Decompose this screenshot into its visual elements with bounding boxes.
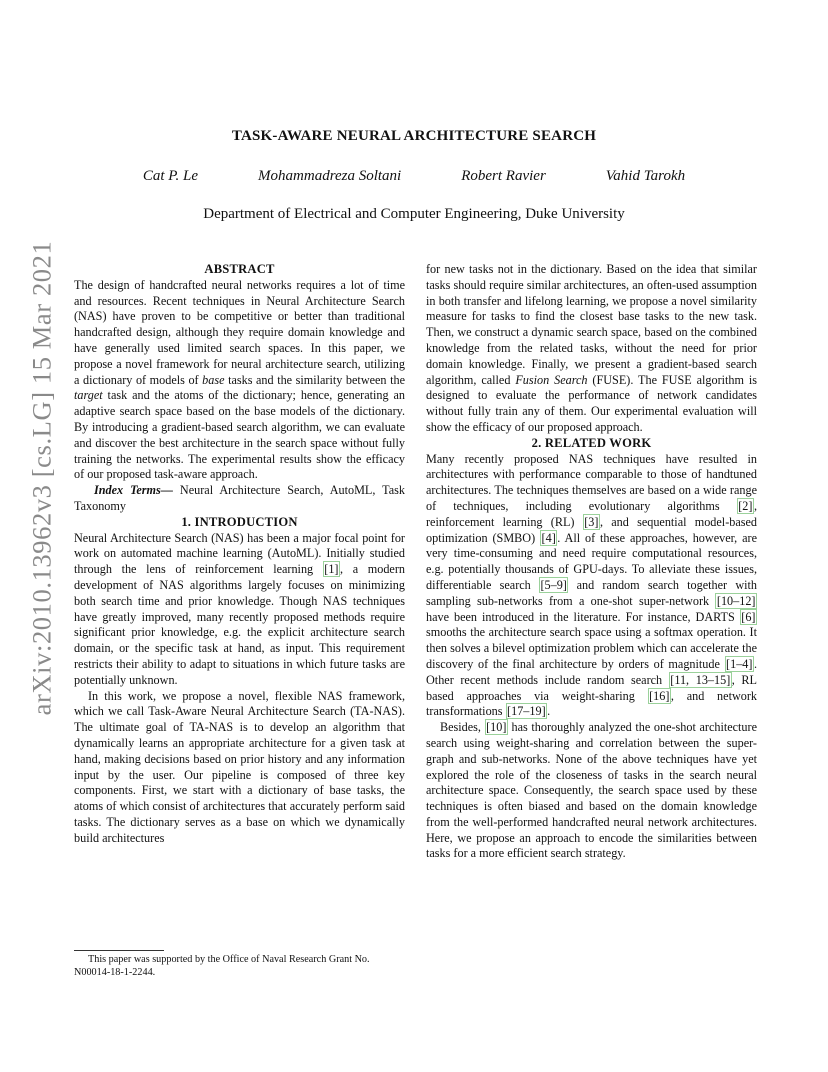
author-name: Mohammadreza Soltani xyxy=(258,168,402,184)
citation-link[interactable]: [10] xyxy=(486,720,507,735)
citation-link[interactable]: [17–19] xyxy=(507,704,546,719)
abstract-text: The design of handcrafted neural networks requires a lot of time and resources. Recent techniques in Neural Architecture Search (NAS) have proven to be competitive or better than traditional handcrafted design, although they require domain knowledge and have generally used limited search spaces. In this paper, we propose a novel framework for neural architecture search, utilizing a dictionary of models of base tasks and the similarity between the target task and the atoms of the dictionary; hence, generating an adaptive search space based on the base models of the dictionary. By introducing a gradient-based search algorithm, we can evaluate and discover the best architecture in the search space without fully training the networks. The experimental results show the efficacy of our proposed task-aware approach. xyxy=(74,277,405,482)
right-column xyxy=(426,262,757,862)
index-terms: Index Terms— Neural Architecture Search, AutoML, Task Taxonomy xyxy=(74,483,405,513)
index-terms-label: Index Terms— xyxy=(94,483,173,498)
citation-link[interactable]: [3] xyxy=(584,514,599,529)
citation-link[interactable]: [5–9] xyxy=(540,577,567,592)
citation-link[interactable]: [1] xyxy=(324,562,339,577)
footnote-text: This paper was supported by the Office of Naval Research Grant No. N00014-18-1-2244. xyxy=(74,954,370,978)
citation-link[interactable]: [11, 13–15] xyxy=(670,672,731,687)
citation-link[interactable]: [4] xyxy=(541,530,556,545)
abstract-heading: ABSTRACT xyxy=(204,262,275,276)
footnote-divider xyxy=(74,950,164,951)
related-paragraph-2: Besides, [10] has thoroughly analyzed the one-shot architecture search using weight-sharing and correlation between the super-graph and sub-networks. None of the above techniques have yet explored the role of the closeness of tasks in the search neural architecture space. Consequently, the search space used by these techniques is often biased and based on the domain knowledge from the well-performed handcrafted neural network architectures. Here, we propose an approach to encode the similarities between tasks for a more efficient search strategy. xyxy=(426,720,757,861)
introduction-heading: 1. INTRODUCTION xyxy=(181,514,298,529)
citation-link[interactable]: [6] xyxy=(741,609,756,624)
citation-link[interactable]: [1–4] xyxy=(726,656,753,671)
arxiv-identifier: arXiv:2010.13962v3 [cs.LG] 15 Mar 2021 xyxy=(26,240,57,716)
paper-title: TASK-AWARE NEURAL ARCHITECTURE SEARCH xyxy=(231,128,597,144)
intro-paragraph-1: Neural Architecture Search (NAS) has been a major focal point for work on automated machine learning (AutoML). Initially studied through the lens of reinforcement learning [1] , a modern development of NAS algorithms largely focuses on minimizing both search time and prior knowledge. Though NAS techniques have greatly improved, many recently proposed methods require significant prior knowledge, e.g. the explicit architecture search domain, or the specific task at hand, as input. This requirement restricts their ability to adapt to situations in which future tasks are potentially unknown. xyxy=(74,530,405,687)
author-list xyxy=(0,168,828,185)
left-column xyxy=(74,262,405,846)
citation-link[interactable]: [2] xyxy=(738,498,753,513)
citation-link[interactable]: [16] xyxy=(649,688,670,703)
author-name: Robert Ravier xyxy=(461,168,546,184)
related-work-heading: 2. RELATED WORK xyxy=(531,435,652,450)
citation-link[interactable]: [10–12] xyxy=(716,593,756,608)
affiliation: Department of Electrical and Computer Engineering, Duke University xyxy=(203,206,625,222)
related-paragraph-1: Many recently proposed NAS techniques have resulted in architectures with performance comparable to those of handtuned architectures. The techniques themselves are based on a wide range of techniques, including evolutionary algorithms [2] , reinforcement learning (RL) [3] , and sequential model-based optimization (SMBO) [4] . All of these approaches, however, are very time-consuming and need require computational resources, e.g. potentially thousands of GPU-days. To alleviate these issues, differentiable search [5–9] and random search together with sampling sub-networks from a one-shot super-network [10–12] have been introduced in the literature. For instance, DARTS [6] smooths the architecture search space using a softmax operation. It then solves a bilevel optimization problem which can accelerate the discovery of the final architecture by orders of magnitude [1–4] . Other recent methods include random search [11, 13–15] , RL based approaches via weight-sharing [16] , and network transformations [17–19] . xyxy=(426,451,758,719)
intro-paragraph-2: In this work, we propose a novel, flexible NAS framework, which we call Task-Aware Neural Architecture Search (TA-NAS). The ultimate goal of TA-NAS is to develop an algorithm that dynamically learns an appropriate architecture for a given task at hand, making decisions based on prior history and any information input by the user. Our pipeline is composed of three key components. First, we start with a dictionary of base tasks, the atoms of which consist of architectures that accurately perform said tasks. The dictionary serves as a base on which we dynamically build architectures xyxy=(74,688,405,845)
author-name: Cat P. Le xyxy=(142,168,199,184)
author-name: Vahid Tarokh xyxy=(605,168,686,184)
intro-paragraph-2-continued: for new tasks not in the dictionary. Based on the idea that similar tasks should require similar architectures, an often-used assumption in both transfer and lifelong learning, we propose a novel similarity measure for tasks to find the closest base tasks to the new task. Then, we construct a dynamic search space, based on the combined knowledge from the related tasks, without the need for prior domain knowledge. Finally, we present a gradient-based search algorithm, called Fusion Search (FUSE). The FUSE algorithm is designed to evaluate the performance of network candidates without fully train any of them. Our experimental evaluation will show the efficacy of our proposed approach. xyxy=(426,262,758,434)
footnote xyxy=(74,953,405,979)
